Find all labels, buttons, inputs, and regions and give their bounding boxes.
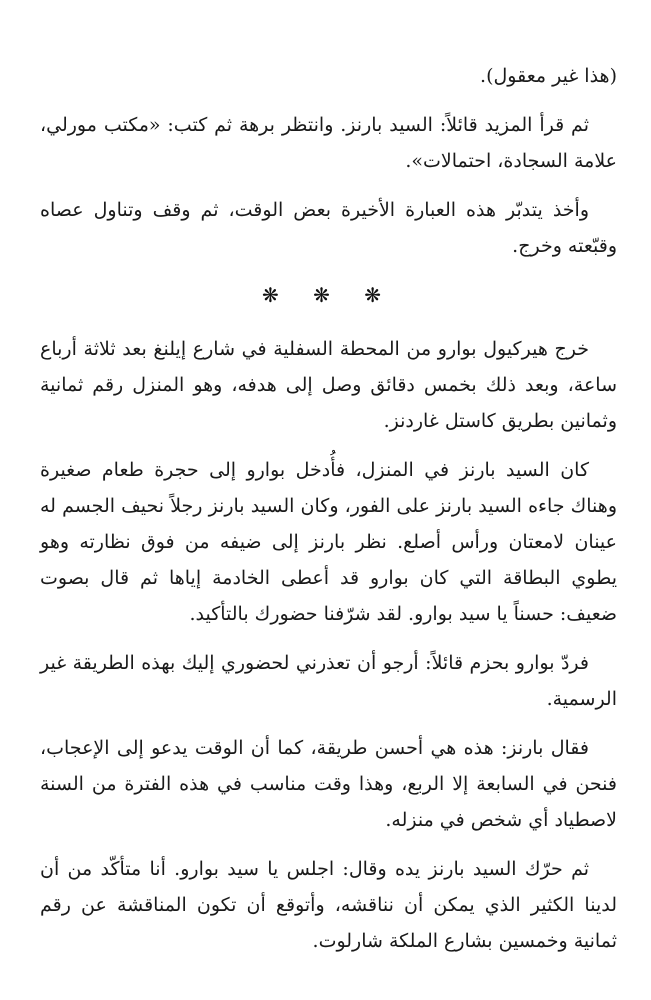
paragraph-7: فقال بارنز: هذه هي أحسن طريقة، كما أن الوقت يدعو إلى الإعجاب، فنحن في السابعة إلا الربع، وهذا وقت مناسب في هذه الفترة من السنة لاصطياد أي شخص في منزله. xyxy=(40,737,617,831)
paragraph-8: ثم حرّك السيد بارنز يده وقال: اجلس يا سيد بوارو. أنا متأكّد من أن لدينا الكثير الذي يمكن أن نناقشه، وأتوقع أن تكون المناقشة عن رقم ثمانية وخمسين بشارع الملكة شارلوت. xyxy=(40,858,617,952)
paragraph-3: وأخذ يتدبّر هذه العبارة الأخيرة بعض الوقت، ثم وقف وتناول عصاه وقبّعته وخرج. xyxy=(40,199,617,257)
paragraph-4: خرج هيركيول بوارو من المحطة السفلية في شارع إيلنغ بعد ثلاثة أرباع ساعة، وبعد ذلك بخمس دقائق وصل إلى هدفه، وهو المنزل رقم ثمانية وثمانين بطريق كاستل غاردنز. xyxy=(40,338,617,432)
paragraph-6: فردّ بوارو بحزم قائلاً: أرجو أن تعذرني لحضوري إليك بهذه الطريقة غير الرسمية. xyxy=(40,652,617,710)
paragraph-1: (هذا غير معقول). xyxy=(480,65,617,87)
paragraph-5: كان السيد بارنز في المنزل، فأُدخل بوارو إلى حجرة طعام صغيرة وهناك جاءه السيد بارنز على الفور، وكان السيد بارنز رجلاً نحيف الجسم له عينان لامعتان ورأس أصلع. نظر بارنز إلى ضيفه من فوق نظارته وهو يطوي البطاقة التي كان بوارو قد أعطى الخادمة إياها ثم قال بصوت ضعيف: حسناً يا سيد بوارو. لقد شرّفنا حضورك بالتأكيد. xyxy=(40,459,617,625)
paragraph-2: ثم قرأ المزيد قائلاً: السيد بارنز. وانتظر برهة ثم كتب: «مكتب مورلي، علامة السجادة، احتمالات». xyxy=(40,114,617,172)
section-separator: ❋ ❋ ❋ xyxy=(262,283,395,307)
